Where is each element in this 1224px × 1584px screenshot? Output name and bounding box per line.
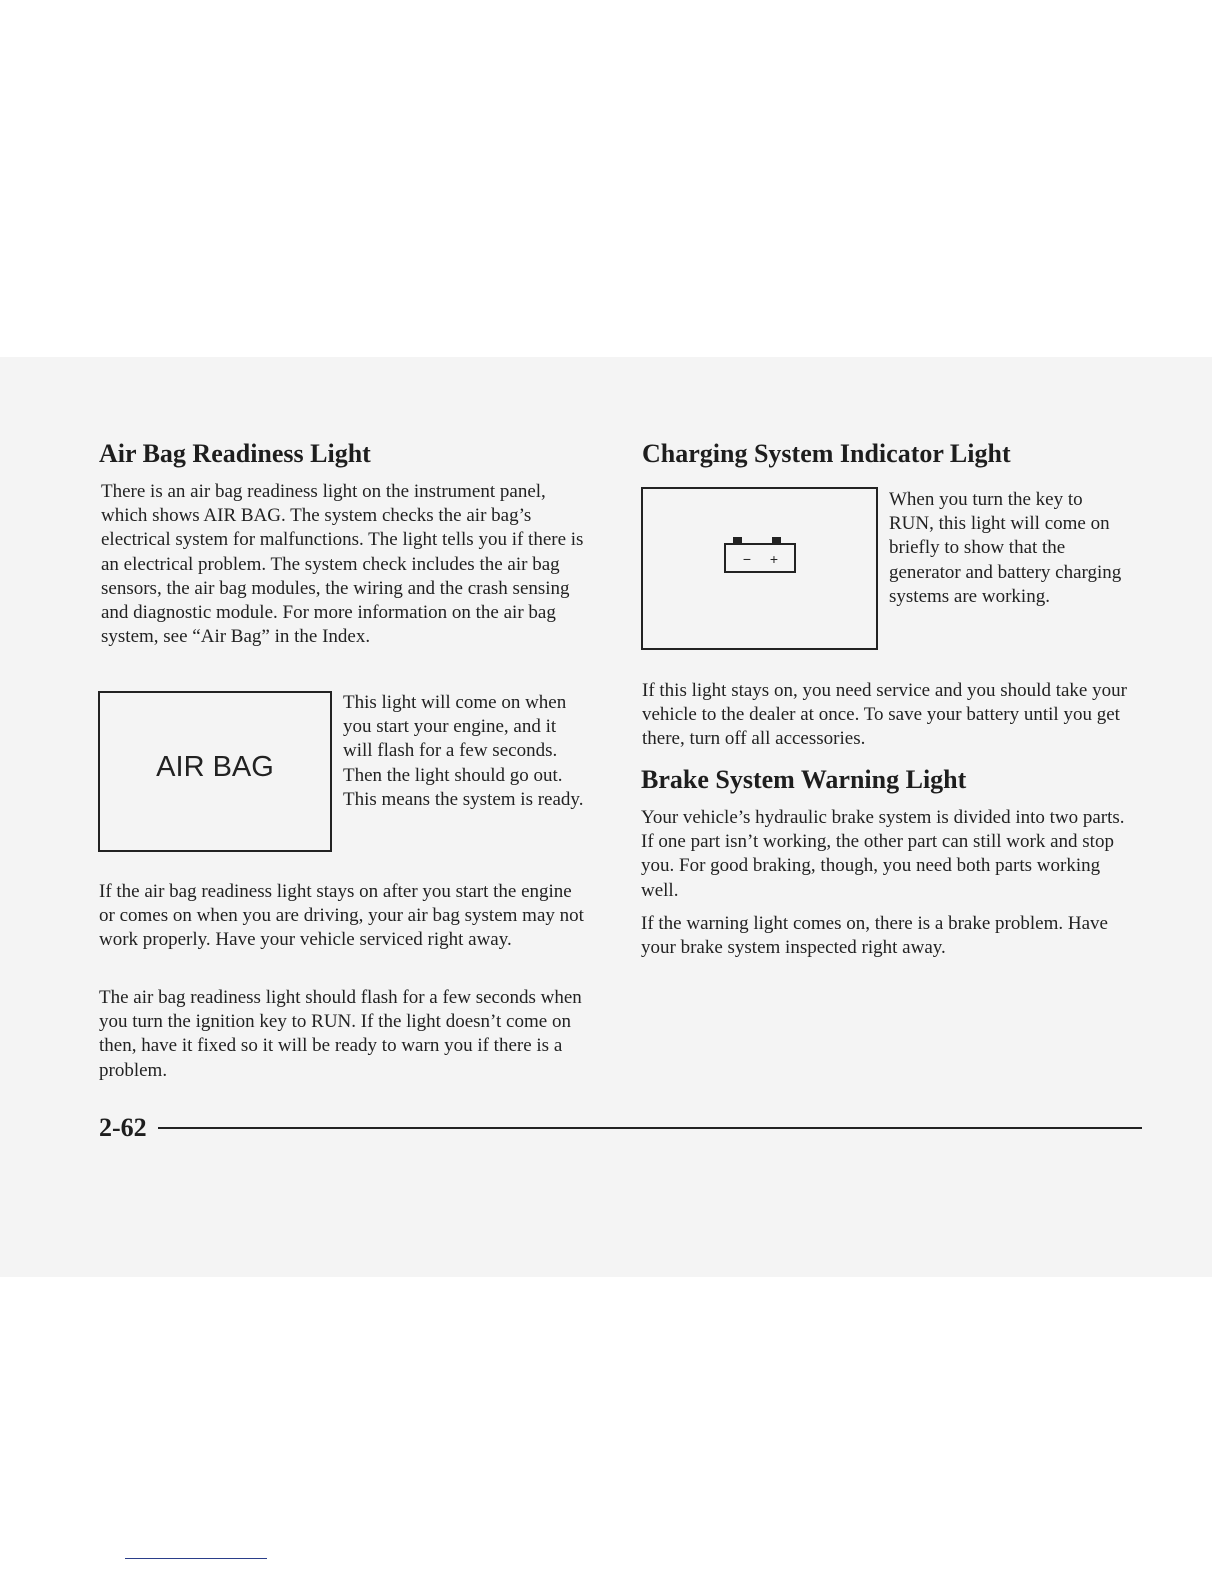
battery-icon bbox=[643, 489, 876, 648]
air-bag-readiness-heading: Air Bag Readiness Light bbox=[99, 439, 371, 468]
charging-system-heading: Charging System Indicator Light bbox=[642, 439, 1011, 468]
charging-system-figure bbox=[641, 487, 878, 650]
battery-plus-sign: + bbox=[769, 551, 779, 567]
brake-system-heading: Brake System Warning Light bbox=[641, 765, 967, 794]
air-bag-paragraph-2: If the air bag readiness light stays on after you start the engine or comes on when you are driving, your air bag system may not work properly. Have your vehicle serviced right away. bbox=[99, 881, 584, 951]
air-bag-indicator-label: AIR BAG bbox=[156, 751, 274, 783]
brake-paragraph-2: If the warning light comes on, there is a brake problem. Have your brake system inspected right away. bbox=[641, 913, 1108, 959]
bottom-link-underline bbox=[125, 1558, 267, 1559]
air-bag-paragraph-3: The air bag readiness light should flash for a few seconds when you turn the ignition key to RUN. If the light doesn’t come on then, have it fixed so it will be ready to warn you if there is a problem. bbox=[99, 987, 582, 1081]
charging-paragraph: If this light stays on, you need service and you should take your vehicle to the dealer at once. To save your battery until you get there, turn off all accessories. bbox=[642, 680, 1127, 750]
charging-figure-caption: When you turn the key to RUN, this light will come on briefly to show that the generator and battery charging systems are working. bbox=[889, 489, 1122, 607]
brake-paragraph-1: Your vehicle’s hydraulic brake system is divided into two parts. If one part isn’t working, the other part can still work and stop you. For good braking, though, you need both parts working well. bbox=[641, 807, 1125, 901]
footer-rule bbox=[158, 1127, 1142, 1129]
air-bag-figure-caption: This light will come on when you start your engine, and it will flash for a few seconds. Then the light should go out. This means the system is ready. bbox=[343, 692, 584, 810]
battery-minus-sign: − bbox=[742, 551, 752, 567]
air-bag-light-figure bbox=[98, 691, 332, 852]
air-bag-intro-paragraph: There is an air bag readiness light on the instrument panel, which shows AIR BAG. The system checks the air bag’s electrical system for malfunctions. The light tells you if there is an electrical problem. The system check includes the air bag sensors, the air bag modules, the wiring and the crash sensing and diagnostic module. For more information on the air bag system, see “Air Bag” in the Index. bbox=[101, 481, 584, 648]
page-number: 2-62 bbox=[99, 1113, 147, 1142]
